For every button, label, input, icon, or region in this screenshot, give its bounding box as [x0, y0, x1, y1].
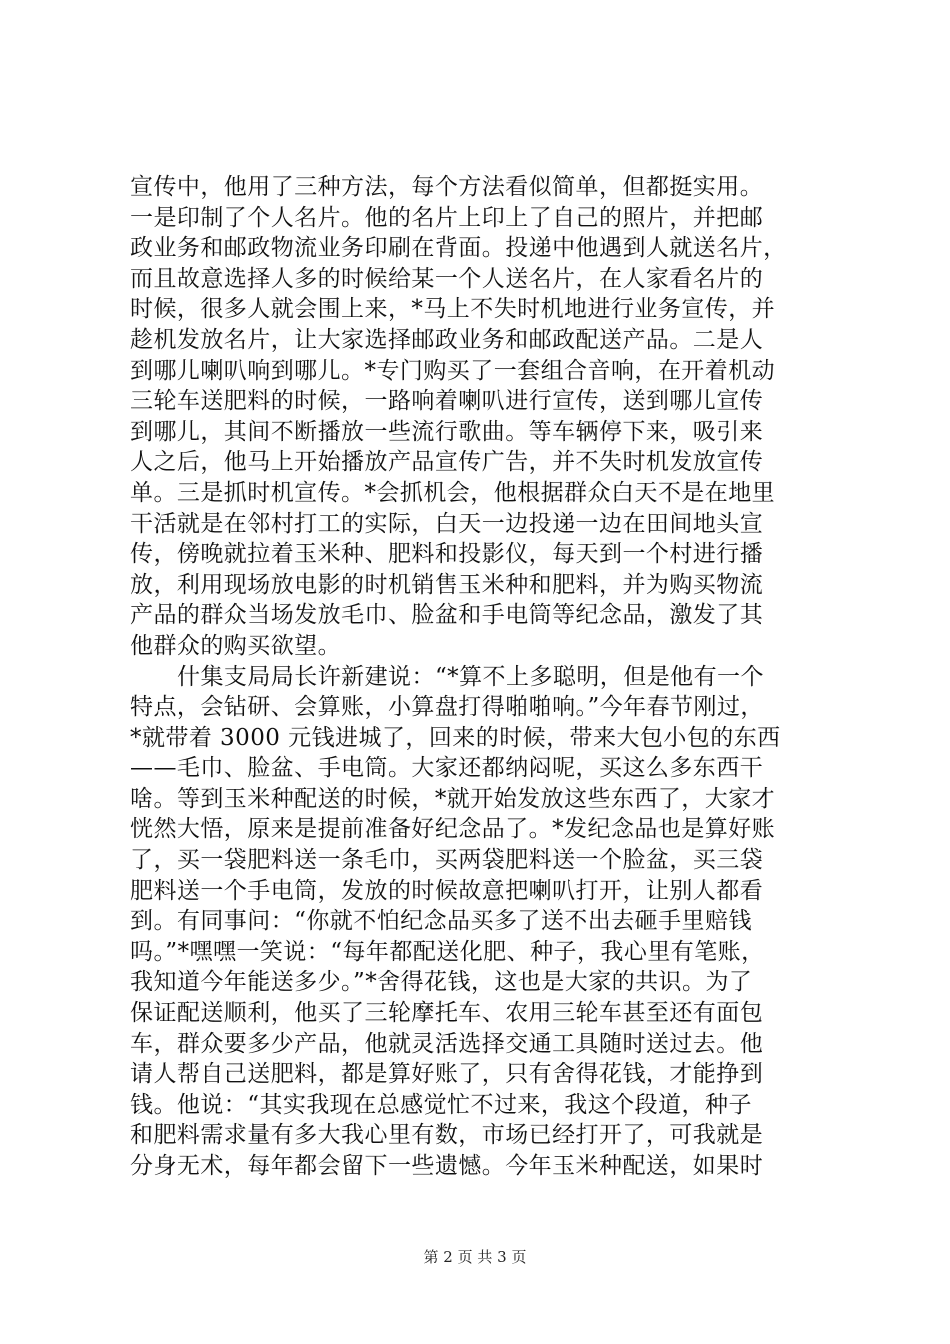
paragraph-start-line: 什集支局局长许新建说：“*算不上多聪明，但是他有一个: [177, 663, 764, 690]
text-line: 到哪儿，其间不断播放一些流行歌曲。等车辆停下来，吸引来: [130, 418, 764, 445]
text-line: 政业务和邮政物流业务印刷在背面。投递中他遇到人就送名片，: [130, 235, 787, 262]
text-line: 而且故意选择人多的时候给某一个人送名片，在人家看名片的: [130, 265, 764, 292]
text-line: 宣传中，他用了三种方法，每个方法看似简单，但都挺实用。: [130, 174, 764, 200]
text-line: 时候，很多人就会围上来，*马上不失时机地进行业务宣传，并: [130, 296, 776, 323]
text-line: 单。三是抓时机宣传。*会抓机会，他根据群众白天不是在地里: [130, 479, 776, 506]
page-footer: 第 2 页 共 3 页: [423, 1248, 527, 1266]
text-line: 传，傍晚就拉着玉米种、肥料和投影仪，每天到一个村进行播: [130, 541, 764, 568]
text-line: 他群众的购买欲望。: [130, 632, 342, 659]
text-line: 三轮车送肥料的时候，一路响着喇叭进行宣传，送到哪儿宣传: [130, 388, 764, 415]
text-line: 到哪儿喇叭响到哪儿。*专门购买了一套组合音响，在开着机动: [130, 357, 776, 384]
text-line: 一是印制了个人名片。他的名片上印上了自己的照片，并把邮: [130, 204, 764, 231]
text-line: 请人帮自己送肥料，都是算好账了，只有舍得花钱，才能挣到: [130, 1061, 764, 1088]
text-line: 分身无术，每年都会留下一些遗憾。今年玉米种配送，如果时: [130, 1153, 764, 1179]
text-line: 钱。他说：“其实我现在总感觉忙不过来，我这个段道，种子: [130, 1091, 752, 1118]
text-line: 人之后，他马上开始播放产品宣传广告，并不失时机发放宣传: [130, 449, 764, 476]
text-line: 趁机发放名片，让大家选择邮政业务和邮政配送产品。二是人: [130, 326, 764, 353]
text-line: 啥。等到玉米种配送的时候，*就开始发放这些东西了，大家才: [130, 785, 776, 812]
text-line: 恍然大悟，原来是提前准备好纪念品了。*发纪念品也是算好账: [130, 816, 776, 843]
text-line: 产品的群众当场发放毛巾、脸盆和手电筒等纪念品，激发了其: [130, 602, 764, 629]
text-line: 吗。”*嘿嘿一笑说：“每年都配送化肥、种子，我心里有笔账，: [130, 938, 765, 965]
text-line: *就带着 3000 元钱进城了，回来的时候，带来大包小包的东西: [130, 724, 781, 751]
text-line: 我知道今年能送多少。”*舍得花钱，这也是大家的共识。为了: [130, 969, 753, 996]
text-line: ——毛巾、脸盆、手电筒。大家还都纳闷呢，买这么多东西干: [130, 755, 764, 782]
text-line: 车，群众要多少产品，他就灵活选择交通工具随时送过去。他: [130, 1030, 764, 1057]
text-line: 特点，会钻研、会算账，小算盘打得啪啪响。”今年春节刚过，: [130, 694, 764, 721]
text-line: 了，买一袋肥料送一条毛巾，买两袋肥料送一个脸盆，买三袋: [130, 847, 764, 874]
text-line: 到。有同事问：“你就不怕纪念品买多了送不出去砸手里赔钱: [130, 908, 752, 935]
text-line: 肥料送一个手电筒，发放的时候故意把喇叭打开，让别人都看: [130, 877, 764, 904]
text-line: 和肥料需求量有多大我心里有数，市场已经打开了，可我就是: [130, 1122, 764, 1149]
text-line: 干活就是在邻村打工的实际，白天一边投递一边在田间地头宣: [130, 510, 764, 537]
body-text: [130, 172, 830, 1182]
text-line: 保证配送顺利，他买了三轮摩托车、农用三轮车甚至还有面包: [130, 1000, 764, 1027]
text-line: 放，利用现场放电影的时机销售玉米种和肥料，并为购买物流: [130, 571, 764, 598]
